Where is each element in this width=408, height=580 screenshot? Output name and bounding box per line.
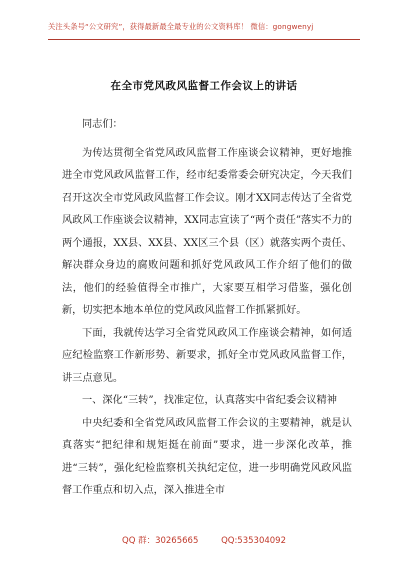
qq-group-number: QQ 群：30265665 [122,536,199,546]
qq-number: QQ:535304092 [221,536,286,546]
section-heading-1: 一、深化“三转”，找准定位，认真落实中省纪委会议精神 [82,395,337,406]
salutation: 同志们： [82,119,123,130]
document-body [62,114,352,503]
header-divider [48,39,360,40]
footer-contact [0,534,408,546]
paragraph-outline: 下面，我就传达学习全省党风政风工作座谈会精神，如何适应纪检监察工作新形势、新要求，抓好全市党风政风监督工作，讲三点意见。 [62,327,352,384]
paragraph-intro: 为传达贯彻全省党风政风监督工作座谈会议精神，更好地推进全市党风政风监督工作，经市纪委常委会研究决定，今天我们召开这次全市党风政风监督工作会议。刚才XX同志传达了全省党风政风工作座谈会议精神，XX同志宣读了“两个责任”落实不力的两个通报，XX县、XX县、XX区三个县（区）就落实两个责任、解决群众身边的腐败问题和抓好党风政风工作介绍了他们的做法，他们的经验值得全市推广，大家要互相学习借鉴，强化创新，切实把本地本单位的党风政风监督工作抓紧抓好。 [62,147,352,316]
paragraph-section-1: 中央纪委和全省党风政风监督工作会议的主要精神，就是认真落实“把纪律和规矩挺在前面”要求，进一步深化改革，推进“三转”，强化纪检监察机关执纪定位，进一步明确党风政风监督工作重点和切入点，深入推进全市 [62,417,352,496]
document-title: 在全市党风政风监督工作会议上的讲话 [110,80,298,92]
header-banner: 关注头条号“公文研究”，获得最新最全最专业的公文资料库！ 微信：gongwenyj [48,22,314,31]
